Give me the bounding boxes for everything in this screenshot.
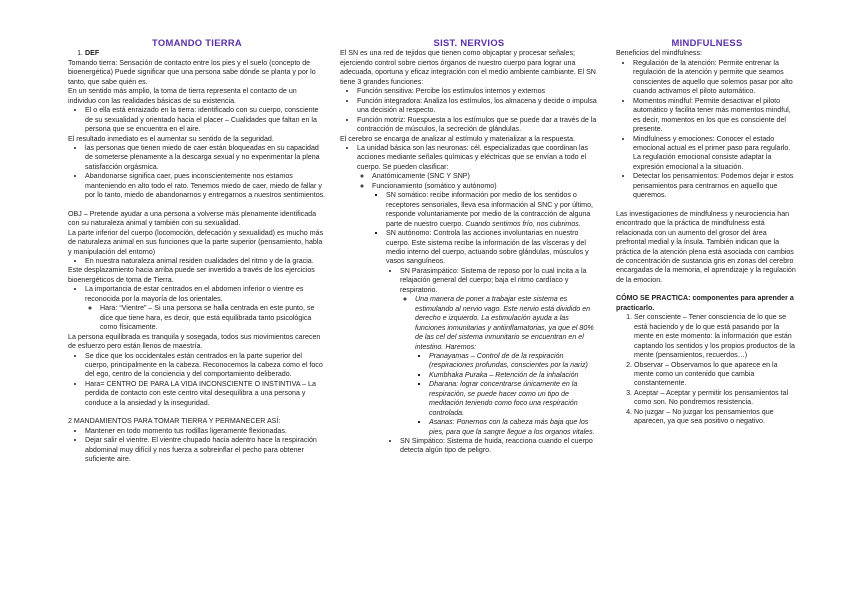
list-item: • Mindfulness y emociones: Conocer el estado emocional actual es el primer paso para regularlo. La regulación emocional consiste adaptar la expresión emocional a la situación. xyxy=(633,135,798,173)
list-item: • Detectar los pensamientos: Podemos dejar ir estos pensamientos para centrarnos en aquello que queremos. xyxy=(633,172,798,200)
list-item: • El o ella está enraizado en la tierra: identificado con su cuerpo, consciente de su sexualidad y orientado hacia el placer – Cualidades que faltan en la persona que se encuentra en el aire. xyxy=(85,106,326,134)
paragraph: La parte inferior del cuerpo (locomoción, defecación y sexualidad) es mucho más de naturaleza animal en sus funciones que la parte superior (pensamiento, habla y manipulación del entorno) xyxy=(68,228,324,256)
sub-list xyxy=(357,172,598,456)
step-item: 3. Aceptar – Aceptar y permitir los pensamientos tal como son. No pondremos resistencia. xyxy=(634,389,798,408)
paragraph: En un sentido más amplio, la toma de tierra representa el contacto de un individuo con las realidades básicas de su existencia. xyxy=(68,87,297,105)
bullet-list xyxy=(68,144,326,201)
bullet-list xyxy=(68,427,326,465)
list-item: ◦ Hara: “Vientre” – Si una persona se halla centrada en este punto, se dice que tiene hara, es decir, que está equilibrada tanto psicológica como físicamente. xyxy=(100,304,326,332)
list-item: • Hara= CENTRO DE PARA LA VIDA INCONSCIENTE O INSTINTIVA – La perdida de contacto con este centro vital desequilibra a una persona y conduce a la ansiedad y la inseguridad. xyxy=(85,380,326,408)
bullet-list xyxy=(340,144,598,456)
list-item: • Dejar salir el vientre. El vientre chupado hacia adentro hace la respiración abdominal muy difícil y nos fuerza a sobreinflar el pecho para obtener suficiente aire. xyxy=(85,436,326,464)
exercise-item: ▪ Asanas: Ponernos con la cabeza más baja que los pies, para que la sangre llegue a los organos vitales. xyxy=(429,418,598,437)
list-item: ◦ Anatómicamente (SNC Y SNP) xyxy=(372,172,598,181)
bullet-list xyxy=(68,257,326,266)
sub-sub-list xyxy=(372,191,598,456)
list-item: • las personas que tienen miedo de caer están bloqueadas en su capacidad de someterse plenamente a la descarga sexual y no experimentar la plena satisfacción orgásmica. xyxy=(85,144,326,172)
paragraph: El resultado inmediato es el aumentar su sentido de la seguridad. xyxy=(68,134,274,143)
sub-list xyxy=(386,267,598,456)
bullet-list xyxy=(616,59,798,201)
list-item: • Función motriz: Ruespuesta a los estímulos que se puede dar a través de la contracción de músculos, la secreción de glándulas. xyxy=(357,116,598,135)
list-item: • Regulación de la atención: Permite entrenar la regulación de la atención y permite que seamos conscientes de aquello que solemos pasar por alto cuando activamos el piloto automático. xyxy=(633,59,798,97)
section-title: TOMANDO TIERRA xyxy=(152,37,242,48)
list-item: ◦ Funcionamiento (somático y autónomo) ▪ SN somático: recibe información por medio de los sentidos o receptores sensoriales, lleva esa información al SNC y por último, responde voluntariamente por medio de la contracción de alguna parte de nuestro cuerpo. Cuando sentimos frío, nos cubrimos. ▪ SN autónomo: Controla las acciones involuntarias en nuestro cuerpo. Este sistema recibe la información de las vísceras y del medio interno del cuerpo, actuando sobre glándulas, músculos y vasos sanguíneos. • SN Parasimpático: Sistema de reposo por lo cual incita a la relajación general del cuerpo; baja el ritmo cardíaco y respiratorio. ◦ Una manera de poner a trabajar este sistema es estimulando al nervio vago. Este nervio está dividido en derecho e izquierdo. La estimulación ayuda a las funciones inmunitarias y antiinflamatorias, ya que el 80% de las cel del sistema inmunitario se encuentran en el intestino. Haremos: ▪ Pranayamas – Control de de la respiración (respiraciones profundas, conscientes por la nariz) ▪ Kumbhaka Puraka – Retención de la inhalación ▪ Dharana: lograr concentrarse únicamente en la respiración, se puede hacer como un tipo de meditación teniendo como foco una respiración controlada. ▪ Asanas: Ponernos con la cabeza más baja que los pies, para que la sangre llegue a los organos vitales. • SN Simpático: Sistema de huida, reacciona cuando el cuerpo detecta algún tipo de peligro. xyxy=(372,182,598,456)
step-item: 1. Ser consciente – Tener consciencia de lo que se está haciendo y de lo que está pasando por la mente en este momento: la información que están captando los sentidos y los propios productos de la mente (pensamientos, recuerdos…) xyxy=(634,313,798,360)
paragraph: Este desplazamiento hacia arriba puede ser invertido a través de los ejercicios bioenergéticos de toma de Tierra. xyxy=(68,266,315,284)
list-item: • La importancia de estar centrados en el abdomen inferior o vientre es reconocida por la mayoría de los orientales. ◦ Hara: “Vientre” – Si una persona se halla centrada en este punto, se dice que tiene hara, es decir, que está equilibrada tanto psicológica como físicamente. xyxy=(85,285,326,332)
list-item: ◦ Una manera de poner a trabajar este sistema es estimulando al nervio vago. Este nervio está dividido en derecho e izquierdo. La estimulación ayuda a las funciones inmunitarias y antiinflamatorias, ya que el 80% de las cel del sistema inmunitario se encuentran en el intestino. Haremos: ▪ Pranayamas – Control de de la respiración (respiraciones profundas, conscientes por la nariz) ▪ Kumbhaka Puraka – Retención de la inhalación ▪ Dharana: lograr concentrarse únicamente en la respiración, se puede hacer como un tipo de meditación teniendo como foco una respiración controlada. ▪ Asanas: Ponernos con la cabeza más baja que los pies, para que la sangre llegue a los organos vitales. xyxy=(415,295,598,437)
exercise-item: ▪ Pranayamas – Control de de la respiración (respiraciones profundas, conscientes por la nariz) xyxy=(429,352,598,371)
column-sist-nervios xyxy=(340,38,598,456)
step-item: 2. Observar – Observamos lo que aparece en la mente como un contenido que cambia constantemente. xyxy=(634,361,798,389)
sub-list xyxy=(85,304,326,332)
paragraph: Tomando tierra: Sensación de contacto entre los pies y el suelo (concepto de bioenergética) Puede significar que una persona sabe dónde se planta y por lo tanto, que sabe quién es. xyxy=(68,58,316,86)
exercise-list xyxy=(415,352,598,437)
list-item: • Momentos mindful: Permite desactivar el piloto automático y facilita tener más momentos mindful, es decir, momentos en los que es consciente del presente. xyxy=(633,97,798,135)
bullet-list xyxy=(340,87,598,134)
section-title: MINDFULNESS xyxy=(671,37,743,48)
list-item: • Mantener en todo momento tus rodillas ligeramente flexionadas. xyxy=(85,427,326,436)
step-item: 4. No juzgar – No juzgar los pensamientos que aparecen, ya que sea positivo o negativo. xyxy=(634,408,798,427)
column-mindfulness xyxy=(616,38,798,427)
bullet-list xyxy=(68,352,326,409)
paragraph: 2 MANDAMIENTOS PARA TOMAR TIERRA Y PERMANECER ASÍ: xyxy=(68,417,281,426)
section-title: SIST. NERVIOS xyxy=(433,37,505,48)
list-item-somatico: ▪ SN somático: recibe información por medio de los sentidos o receptores sensoriales, lleva esa información al SNC y por último, responde voluntariamente por medio de la contracción de alguna parte de nuestro cuerpo. Cuando sentimos frío, nos cubrimos. xyxy=(386,191,598,229)
bullet-list xyxy=(68,106,326,134)
exercise-item: ▪ Kumbhaka Puraka – Retención de la inhalación xyxy=(429,371,598,380)
paragraph: La persona equilibrada es tranquila y sosegada, todos sus movimientos carecen de esfuerzo pero están llenos de maestría. xyxy=(68,332,321,351)
paragraph: Beneficios del mindfulness: xyxy=(616,49,702,58)
list-item-parasimpatico: • SN Parasimpático: Sistema de reposo por lo cual incita a la relajación general del cuerpo; baja el ritmo cardíaco y respiratorio. ◦ Una manera de poner a trabajar este sistema es estimulando al nervio vago. Este nervio está dividido en derecho e izquierdo. La estimulación ayuda a las funciones inmunitarias y antiinflamatorias, ya que el 80% de las cel del sistema inmunitario se encuentran en el intestino. Haremos: ▪ Pranayamas – Control de de la respiración (respiraciones profundas, conscientes por la nariz) ▪ Kumbhaka Puraka – Retención de la inhalación ▪ Dharana: lograr concentrarse únicamente en la respiración, se puede hacer como un tipo de meditación teniendo como foco una respiración controlada. ▪ Asanas: Ponernos con la cabeza más baja que los pies, para que la sangre llegue a los organos vitales. xyxy=(400,267,598,437)
bullet-list xyxy=(68,285,326,332)
numbered-heading xyxy=(68,49,326,58)
list-item: • Se dice que los occidentales están centrados en la parte superior del cuerpo, principalmente en la cabeza. Reconocemos la cabeza como el foco del ego, centro de la conciencia y del comportamiento deliberado. xyxy=(85,352,326,380)
practice-heading: CÓMO SE PRACTICA: componentes para aprender a practicarlo. xyxy=(616,294,794,312)
list-item-simpatico: • SN Simpático: Sistema de huida, reacciona cuando el cuerpo detecta algún tipo de peligro. xyxy=(400,437,598,456)
list-item: • Abandonarse significa caer, pues inconscientemente nos estamos manteniendo en alto todo el rato. Tenemos miedo de caer, miedo de fallar y por lo tanto, miedo de abandonarnos y entregarnos a nuestros sentimientos. xyxy=(85,172,326,200)
exercise-item: ▪ Dharana: lograr concentrarse únicamente en la respiración, se puede hacer como un tipo de meditación teniendo como foco una respiración controlada. xyxy=(429,380,598,418)
def-heading: 1. DEF xyxy=(85,49,326,58)
paragraph: El cerebro se encarga de analizar al estímulo y materializar a la respuesta. xyxy=(340,134,575,143)
list-item-autonomo: ▪ SN autónomo: Controla las acciones involuntarias en nuestro cuerpo. Este sistema recibe la información de las vísceras y del medio interno del cuerpo, actuando sobre glándulas, músculos y vasos sanguíneos. • SN Parasimpático: Sistema de reposo por lo cual incita a la relajación general del cuerpo; baja el ritmo cardíaco y respiratorio. ◦ Una manera de poner a trabajar este sistema es estimulando al nervio vago. Este nervio está dividido en derecho e izquierdo. La estimulación ayuda a las funciones inmunitarias y antiinflamatorias, ya que el 80% de las cel del sistema inmunitario se encuentran en el intestino. Haremos: ▪ Pranayamas – Control de de la respiración (respiraciones profundas, conscientes por la nariz) ▪ Kumbhaka Puraka – Retención de la inhalación ▪ Dharana: lograr concentrarse únicamente en la respiración, se puede hacer como un tipo de meditación teniendo como foco una respiración controlada. ▪ Asanas: Ponernos con la cabeza más baja que los pies, para que la sangre llegue a los organos vitales. • SN Simpático: Sistema de huida, reacciona cuando el cuerpo detecta algún tipo de peligro. xyxy=(386,229,598,456)
paragraph: El SN es una red de tejidos que tienen como objcaptar y procesar señales; ejerciendo control sobre ciertos órganos de nuestro cuerpo para lograr una adecuada, oportuna y eficaz integración con el medio ambiente cambiante. El SN tiene 3 grandes funciones: xyxy=(340,49,596,86)
column-tomando-tierra xyxy=(68,38,326,464)
paragraph: Las investigaciones de mindfulness y neurociencia han encontrado que la práctica de mindfulness está relacionada con un aumento del grosor del área prefrontal medial y la ínsula. También indican que la práctica de la atención plena está asociada con cambios de concentración de sustancia gris en zonas del cerebro encargadas de la memoria, el aprendizaje y la regulación de la emocion. xyxy=(616,209,796,284)
paragraph: OBJ – Pretende ayudar a una persona a volverse más plenamente identificada con su naturaleza animal y también con su sexualidad. xyxy=(68,209,317,228)
steps-list xyxy=(616,313,798,426)
list-item: • Función integradora: Analiza los estímulos, los almacena y decide o impulsa una decisión al respecto. xyxy=(357,97,598,116)
sub-list xyxy=(400,295,598,437)
list-item: • Función sensitiva: Percibe los estímulos internos y externos xyxy=(357,87,598,96)
list-item: • La unidad básica son las neuronas: cél. especializadas que coordinan las acciones mediante señales químicas y eléctricas que se envían a todo el cuerpo. Se pueden clasificar: ◦ Anatómicamente (SNC Y SNP) ◦ Funcionamiento (somático y autónomo) ▪ SN somático: recibe información por medio de los sentidos o receptores sensoriales, lleva esa información al SNC y por último, responde voluntariamente por medio de la contracción de alguna parte de nuestro cuerpo. Cuando sentimos frío, nos cubrimos. ▪ SN autónomo: Controla las acciones involuntarias en nuestro cuerpo. Este sistema recibe la información de las vísceras y del medio interno del cuerpo, actuando sobre glándulas, músculos y vasos sanguíneos. • SN Parasimpático: Sistema de reposo por lo cual incita a la relajación general del cuerpo; baja el ritmo cardíaco y respiratorio. ◦ Una manera de poner a trabajar este sistema es estimulando al nervio vago. Este nervio está dividido en derecho e izquierdo. La estimulación ayuda a las funciones inmunitarias y antiinflamatorias, ya que el 80% de las cel del sistema inmunitario se encuentran en el intestino. Haremos: ▪ Pranayamas – Control de de la respiración (respiraciones profundas, conscientes por la nariz) ▪ Kumbhaka Puraka – Retención de la inhalación ▪ Dharana: lograr concentrarse únicamente en la respiración, se puede hacer como un tipo de meditación teniendo como foco una respiración controlada. ▪ Asanas: Ponernos con la cabeza más baja que los pies, para que la sangre llegue a los organos vitales. • SN Simpático: Sistema de huida, reacciona cuando el cuerpo detecta algún tipo de peligro. xyxy=(357,144,598,456)
list-item: • En nuestra naturaleza animal residen cualidades del ritmo y de la gracia. xyxy=(85,257,326,266)
